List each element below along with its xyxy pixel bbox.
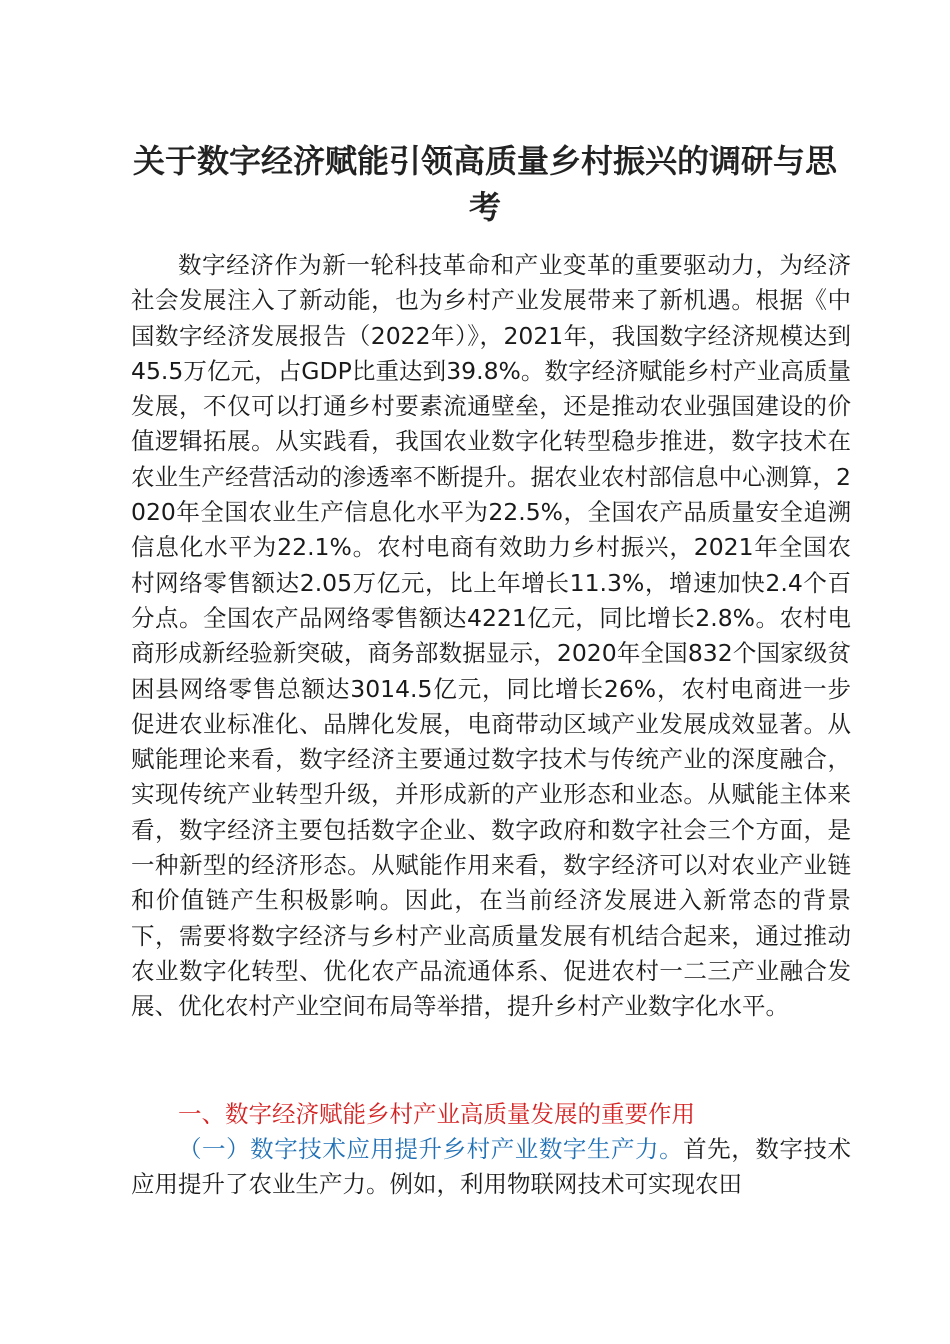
body-paragraph-2 bbox=[131, 1132, 851, 1203]
body-paragraph-2-text: 首先，数字技术应用提升了农业生产力。例如，利用物联网技术可实现农田 bbox=[131, 1135, 852, 1199]
body-paragraph: 数字经济作为新一轮科技革命和产业变革的重要驱动力，为经济社会发展注入了新动能，也为乡村产业发展带来了新机遇。根据《中国数字经济发展报告（2022年）》，2021年，我国数字经济规模达到45.5万亿元，占GDP比重达到39.8%。数字经济赋能乡村产业高质量发展，不仅可以打通乡村要素流通壁垒，还是推动农业强国建设的价值逻辑拓展。从实践看，我国农业数字化转型稳步推进，数字技术在农业生产经营活动的渗透率不断提升。据农业农村部信息中心测算，2020年全国农业生产信息化水平为22.5%，全国农产品质量安全追溯信息化水平为22.1%。农村电商有效助力乡村振兴，2021年全国农村网络零售额达2.05万亿元，比上年增长11.3%，增速加快2.4个百分点。全国农产品网络零售额达4221亿元，同比增长2.8%。农村电商形成新经验新突破，商务部数据显示，2020年全国832个国家级贫困县网络零售总额达3014.5亿元，同比增长26%，农村电商进一步促进农业标准化、品牌化发展，电商带动区域产业发展成效显著。从赋能理论来看，数字经济主要通过数字技术与传统产业的深度融合，实现传统产业转型升级，并形成新的产业形态和业态。从赋能主体来看，数字经济主要包括数字企业、数字政府和数字社会三个方面，是一种新型的经济形态。从赋能作用来看，数字经济可以对农业产业链和价值链产生积极影响。因此，在当前经济发展进入新常态的背景下，需要将数字经济与乡村产业高质量发展有机结合起来，通过推动农业数字化转型、优化农产品流通体系、促进农村一二三产业融合发展、优化农村产业空间布局等举措，提升乡村产业数字化水平。 bbox=[131, 251, 851, 1021]
section-heading: 一、数字经济赋能乡村产业高质量发展的重要作用 bbox=[178, 1100, 695, 1128]
subsection-heading: （一）数字技术应用提升乡村产业数字生产力。 bbox=[178, 1135, 684, 1163]
document-title: 关于数字经济赋能引领高质量乡村振兴的调研与思考 bbox=[132, 142, 837, 226]
